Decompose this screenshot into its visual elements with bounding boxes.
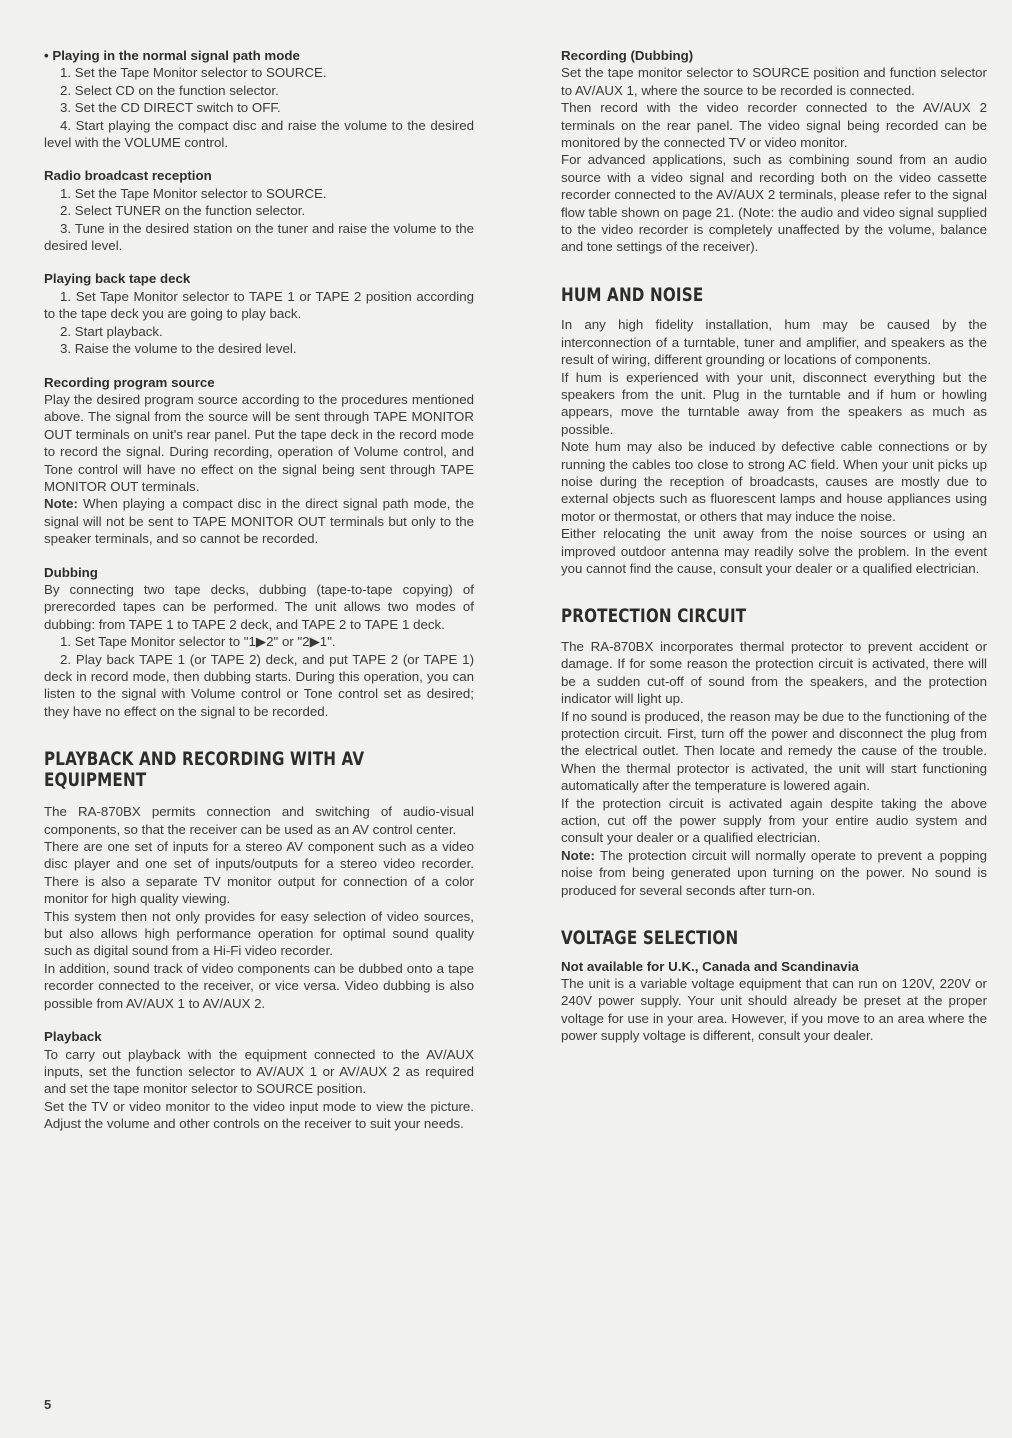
protection-title: PROTECTION CIRCUIT: [561, 606, 747, 628]
playback-paragraph-1: To carry out playback with the equipment connected to the AV/AUX inputs, set the function selector to AV/AUX 1 or AV/AUX 2 as required and set the tape monitor selector to SOURCE position.: [44, 1046, 474, 1097]
hum-paragraph-2: If hum is experienced with your unit, disconnect everything but the speakers from the unit. Plug in the turntable and if hum or howling appears, move the turntable away from the speakers as much as possible.: [561, 369, 987, 437]
recording-dubbing-paragraph-2: Then record with the video recorder connected to the AV/AUX 2 terminals on the rear panel. The video signal being recorded can be monitored by the connected TV or video monitor.: [561, 100, 987, 151]
right-column: [561, 47, 987, 1045]
voltage-title: VOLTAGE SELECTION: [561, 928, 739, 950]
protection-paragraph-2: If no sound is produced, the reason may be due to the functioning of the protection circuit. First, turn off the power and disconnect the plug from the electrical outlet. Then locate and remedy the cause of the trouble. When the thermal protector is activated, the unit will start functioning automatically after the temperature is lowered again.: [561, 708, 987, 794]
tape-step-2: 2. Start playback.: [60, 323, 163, 339]
recording-program-heading: Recording program source: [44, 374, 215, 390]
recording-dubbing-paragraph-1: Set the tape monitor selector to SOURCE position and function selector to AV/AUX 1, where the source to be recorded is connected.: [561, 65, 987, 98]
recording-dubbing-heading: Recording (Dubbing): [561, 48, 694, 63]
dubbing-step-2: 2. Play back TAPE 1 (or TAPE 2) deck, and put TAPE 2 (or TAPE 1) deck in record mode, then dubbing starts. During this operation, you can listen to the signal with Volume control or Tone control set as desired; they have no effect on the signal to be recorded.: [44, 651, 474, 719]
tape-step-1: 1. Set Tape Monitor selector to TAPE 1 or TAPE 2 position according to the tape deck you are going to play back.: [44, 288, 474, 322]
playback-heading: Playback: [44, 1029, 102, 1045]
hum-paragraph-1: In any high fidelity installation, hum may be caused by the interconnection of a turntable, tuner and amplifier, and speakers as the result of wiring, different grounding or locations of components.: [561, 317, 987, 368]
dubbing-body: By connecting two tape decks, dubbing (tape-to-tape copying) of prerecorded tapes can be performed. The unit allows two modes of dubbing: from TAPE 1 to TAPE 2 deck, and TAPE 2 to TAPE 1 deck.: [44, 581, 474, 632]
hum-paragraph-3: Note hum may also be induced by defective cable connections or by running the cables too close to strong AC field. When your unit picks up noise during the reception of broadcasts, causes are mostly due to external objects such as fluorescent lamps and house appliances using motor or thermostat, or others that may induce the noise.: [561, 439, 987, 524]
hum-noise-title: HUM AND NOISE: [561, 284, 704, 306]
dubbing-step-1: 1. Set Tape Monitor selector to "1▶2" or "2▶1".: [60, 634, 336, 650]
normal-mode-heading: • Playing in the normal signal path mode: [44, 48, 300, 63]
recording-program-note: [44, 495, 474, 547]
voltage-body: The unit is a variable voltage equipment that can run on 120V, 220V or 240V power supply. Your unit should already be preset at the proper voltage for use in your area. However, if you move to an area where the power supply voltage is different, consult your dealer.: [561, 975, 987, 1044]
recording-program-body: Play the desired program source according to the procedures mentioned above. The signal from the source will be sent through TAPE MONITOR OUT terminals on unit's rear panel. Put the tape deck in the record mode to record the signal. During recording, operation of Volume control, and Tone control will have no effect on the signal being sent through TAPE MONITOR OUT terminals.: [44, 391, 474, 494]
note-label: Note:: [44, 496, 78, 512]
hum-paragraph-4: Either relocating the unit away from the noise sources or using an improved outdoor antenna may readily solve the problem. In the event you cannot find the cause, consult your dealer or a qualified electrician.: [561, 526, 987, 577]
radio-step-1: 1. Set the Tape Monitor selector to SOURCE.: [60, 185, 327, 201]
recording-dubbing-paragraph-3: For advanced applications, such as combining sound from an audio source with a video signal and recording both on the video cassette recorder connected to the AV/AUX 2 terminals, please refer to the signal flow table shown on page 21. (Note: the audio and video signal supplied to the video recorder is completely unaffected by the volume, balance and tone settings of the receiver).: [561, 152, 987, 255]
protection-paragraph-1: The RA-870BX incorporates thermal protector to prevent accident or damage. If for some reason the protection circuit is activated, there will be a sudden cut-off of sound from the speakers, and the protection indicator will light up.: [561, 638, 987, 707]
protection-note: [561, 847, 987, 899]
note-label: Note:: [561, 847, 595, 863]
av-paragraph-3: This system then not only provides for easy selection of video sources, but also allows high performance operation for optimal sound quality such as digital sound from a Hi-Fi video recorder.: [44, 908, 474, 959]
protection-paragraph-3: If the protection circuit is activated again despite taking the above action, cut off the power supply from your entire audio system and consult your dealer or a qualified electrician.: [561, 795, 987, 846]
playback-paragraph-2: Set the TV or video monitor to the video input mode to view the picture. Adjust the volume and other controls on the receiver to suit your needs.: [44, 1098, 474, 1132]
note-text: When playing a compact disc in the direct signal path mode, the signal will not be sent to TAPE MONITOR OUT terminals but only to the speaker terminals, and so cannot be recorded.: [44, 496, 474, 547]
note-text: The protection circuit will normally operate to prevent a popping noise from being generated upon turning on the power. No sound is produced for several seconds after turn-on.: [561, 847, 987, 898]
radio-step-3: 3. Tune in the desired station on the tuner and raise the volume to the desired level.: [44, 220, 474, 254]
av-paragraph-1: The RA-870BX permits connection and switching of audio-visual components, so that the receiver can be used as an AV control center.: [44, 804, 474, 837]
av-paragraph-4: In addition, sound track of video components can be dubbed onto a tape recorder connected to the receiver, or vice versa. Video dubbing is also possible from AV/AUX 1 to AV/AUX 2.: [44, 960, 474, 1011]
tape-deck-heading: Playing back tape deck: [44, 271, 191, 287]
av-section-title: PLAYBACK AND RECORDING WITH AV EQUIPMENT: [44, 749, 365, 791]
page-number: 5: [44, 1397, 52, 1412]
tape-step-3: 3. Raise the volume to the desired level.: [60, 341, 297, 357]
left-column: [44, 47, 474, 1133]
radio-heading: Radio broadcast reception: [44, 168, 212, 184]
normal-step-2: 2. Select CD on the function selector.: [60, 82, 279, 98]
av-paragraph-2: There are one set of inputs for a stereo AV component such as a video disc player and one set of inputs/outputs for a stereo video recorder. There is also a separate TV monitor output for connection of a color monitor for high quality viewing.: [44, 839, 474, 907]
normal-step-3: 3. Set the CD DIRECT switch to OFF.: [60, 100, 281, 116]
normal-step-4: 4. Start playing the compact disc and raise the volume to the desired level with the VOLUME control.: [44, 117, 474, 151]
voltage-subheading: Not available for U.K., Canada and Scandinavia: [561, 958, 859, 974]
normal-step-1: 1. Set the Tape Monitor selector to SOURCE.: [60, 65, 327, 81]
radio-step-2: 2. Select TUNER on the function selector.: [60, 203, 306, 219]
dubbing-heading: Dubbing: [44, 564, 98, 580]
